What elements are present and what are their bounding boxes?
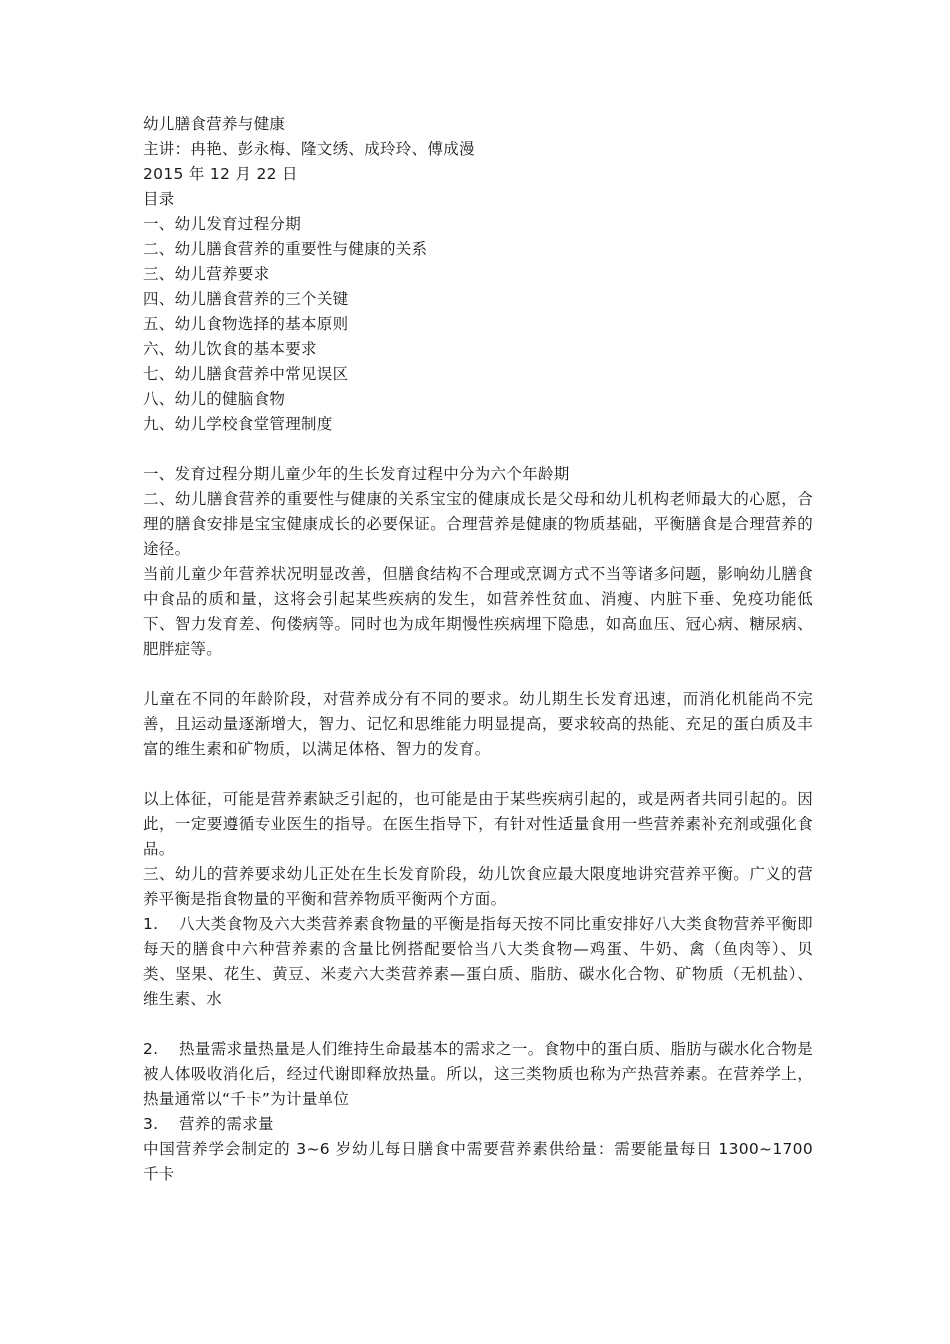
blank-line <box>143 662 813 687</box>
item-number: 3. <box>143 1115 159 1133</box>
paragraph-age-requirements: 儿童在不同的年龄阶段，对营养成分有不同的要求。幼儿期生长发育迅速，而消化机能尚不完善，且运动量逐渐增大，智力、记忆和思维能力明显提高，要求较高的热能、充足的蛋白质及丰富的维生素和矿物质，以满足体格、智力的发育。 <box>143 690 813 758</box>
toc-item: 一、幼儿发育过程分期 <box>143 215 302 233</box>
paragraph-importance: 二、幼儿膳食营养的重要性与健康的关系宝宝的健康成长是父母和幼儿机构老师最大的心愿，合理的膳食安排是宝宝健康成长的必要保证。合理营养是健康的物质基础，平衡膳食是合理营养的途径。 <box>143 490 813 558</box>
numbered-item-2 <box>143 1037 813 1112</box>
document-page <box>143 112 813 1187</box>
toc-item: 九、幼儿学校食堂管理制度 <box>143 415 333 433</box>
item-number: 2. <box>143 1040 159 1058</box>
blank-line <box>143 762 813 787</box>
numbered-item-1 <box>143 912 813 1012</box>
paragraph-development-stages: 一、发育过程分期儿童少年的生长发育过程中分为六个年龄期 <box>143 465 570 483</box>
toc-item: 四、幼儿膳食营养的三个关键 <box>143 290 349 308</box>
paragraph-nutrition-requirements: 三、幼儿的营养要求幼儿正处在生长发育阶段，幼儿饮食应最大限度地讲究营养平衡。广义的营养平衡是指食物量的平衡和营养物质平衡两个方面。 <box>143 865 813 908</box>
speakers-line: 主讲：冉艳、彭永梅、隆文绣、成玲玲、傅成漫 <box>143 140 475 158</box>
toc-item: 八、幼儿的健脑食物 <box>143 390 286 408</box>
item-text: 营养的需求量 <box>179 1115 274 1133</box>
numbered-item-3 <box>143 1112 813 1137</box>
paragraph-intake: 中国营养学会制定的 3~6 岁幼儿每日膳食中需要营养素供给量：需要能量每日 1300~1700 千卡 <box>143 1140 813 1183</box>
item-number: 1. <box>143 915 159 933</box>
blank-line <box>143 437 813 462</box>
document-title: 幼儿膳食营养与健康 <box>143 115 286 133</box>
toc-item: 二、幼儿膳食营养的重要性与健康的关系 <box>143 240 428 258</box>
toc-item: 七、幼儿膳食营养中常见误区 <box>143 365 349 383</box>
date-line: 2015 年 12 月 22 日 <box>143 165 298 183</box>
toc-list <box>143 212 813 437</box>
item-text: 八大类食物及六大类营养素食物量的平衡是指每天按不同比重安排好八大类食物营养平衡即每天的膳食中六种营养素的含量比例搭配要恰当八大类食物—鸡蛋、牛奶、禽（鱼肉等）、贝类、坚果、花生、黄豆、米麦六大类营养素—蛋白质、脂肪、碳水化合物、矿物质（无机盐）、维生素、水 <box>143 915 813 1008</box>
toc-item: 六、幼儿饮食的基本要求 <box>143 340 317 358</box>
paragraph-symptoms: 以上体征，可能是营养素缺乏引起的，也可能是由于某些疾病引起的，或是两者共同引起的。因此，一定要遵循专业医生的指导。在医生指导下，有针对性适量食用一些营养素补充剂或强化食品。 <box>143 790 813 858</box>
toc-item: 三、幼儿营养要求 <box>143 265 270 283</box>
blank-line <box>143 1012 813 1037</box>
toc-item: 五、幼儿食物选择的基本原则 <box>143 315 349 333</box>
toc-heading: 目录 <box>143 190 175 208</box>
paragraph-current-status: 当前儿童少年营养状况明显改善，但膳食结构不合理或烹调方式不当等诸多问题，影响幼儿膳食中食品的质和量，这将会引起某些疾病的发生，如营养性贫血、消瘦、内脏下垂、免疫功能低下、智力发育差、佝偻病等。同时也为成年期慢性疾病埋下隐患，如高血压、冠心病、糖尿病、肥胖症等。 <box>143 565 813 658</box>
item-text: 热量需求量热量是人们维持生命最基本的需求之一。食物中的蛋白质、脂肪与碳水化合物是被人体吸收消化后，经过代谢即释放热量。所以，这三类物质也称为产热营养素。在营养学上，热量通常以“千卡”为计量单位 <box>143 1040 813 1108</box>
